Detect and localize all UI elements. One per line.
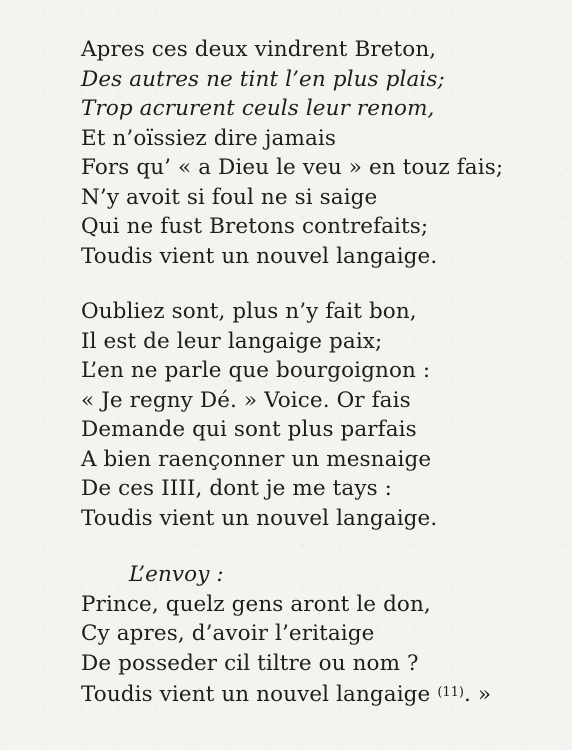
verse-line: Qui ne fust Bretons contrefaits; <box>81 214 429 239</box>
verse-line: Des autres ne tint l’en plus plais; <box>81 66 445 92</box>
verse-line: Prince, quelz gens aront le don, <box>81 591 431 617</box>
verse-line: Et n’oïssiez dire jamais <box>81 125 336 151</box>
verse-line: A bien raençonner un mesnaige <box>81 446 432 472</box>
refrain-line: Toudis vient un nouvel langaige. <box>81 243 438 269</box>
verse-line: Demande qui sont plus parfais <box>81 417 417 442</box>
stanza-1 <box>81 35 503 271</box>
verse-line: Cy apres, d’avoir l’eritaige <box>81 621 375 646</box>
envoy-heading: L’envoy : <box>129 562 224 587</box>
verse-line: Trop acrurent ceuls leur renom, <box>81 96 435 121</box>
verse-line: N’y avoit si foul ne si saige <box>81 184 378 210</box>
footnote-marker: (11) <box>437 685 464 700</box>
verse-line: Fors qu’ « a Dieu le veu » en touz fais; <box>81 155 504 180</box>
verse-line: L’en ne parle que bourgoignon : <box>81 358 431 383</box>
verse-line: « Je regny Dé. » Voice. Or fais <box>81 387 411 413</box>
closing-quote: . » <box>464 682 492 707</box>
verse-line: Il est de leur langaige paix; <box>81 328 383 354</box>
refrain-line <box>81 678 491 708</box>
envoy <box>81 560 491 708</box>
verse-line: Apres ces deux vindrent Breton, <box>81 37 437 62</box>
verse-line: De posseder cil tiltre ou nom ? <box>81 650 419 676</box>
stanza-2 <box>81 297 437 533</box>
refrain-line: Toudis vient un nouvel langaige. <box>81 505 438 531</box>
verse-line: De ces IIII, dont je me tays : <box>81 476 392 501</box>
verse-line: Oubliez sont, plus n’y fait bon, <box>81 299 417 324</box>
refrain-text: Toudis vient un nouvel langaige <box>81 682 431 707</box>
